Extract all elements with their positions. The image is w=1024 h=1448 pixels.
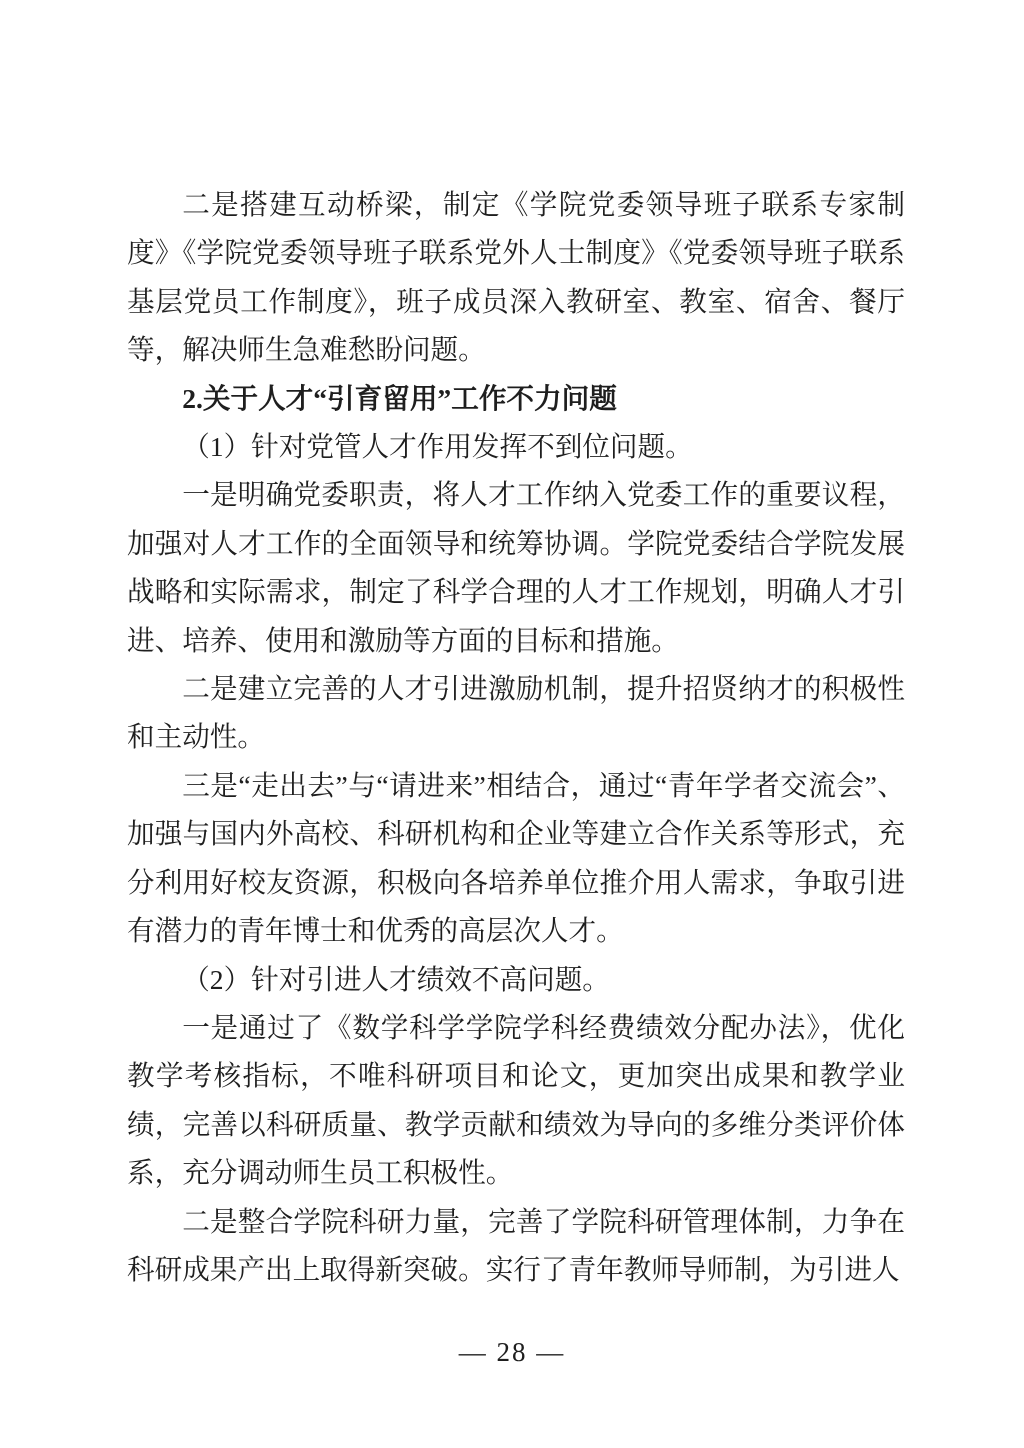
body-paragraph: 二是整合学院科研力量，完善了学院科研管理体制，力争在科研成果产出上取得新突破。实行了青年教师导师制，为引进人 — [127, 1205, 905, 1285]
text-block — [127, 181, 905, 1294]
body-paragraph: 一是明确党委职责，将人才工作纳入党委工作的重要议程，加强对人才工作的全面领导和统筹协调。学院党委结合学院发展战略和实际需求，制定了科学合理的人才工作规划，明确人才引进、培养、使用和激励等方面的目标和措施。 — [127, 479, 905, 656]
sub-item-heading: （2）针对引进人才绩效不高问题。 — [182, 963, 610, 995]
sub-item-heading: （1）针对党管人才作用发挥不到位问题。 — [182, 431, 693, 463]
footer-page-number: — 28 — — [458, 1337, 566, 1367]
section-heading: 2.关于人才“引育留用”工作不力问题 — [182, 382, 617, 414]
body-paragraph: 二是搭建互动桥梁，制定《学院党委领导班子联系专家制度》《学院党委领导班子联系党外人士制度》《党委领导班子联系基层党员工作制度》，班子成员深入教研室、教室、宿舍、餐厅等，解决师生急难愁盼问题。 — [127, 189, 905, 366]
body-paragraph: 三是“走出去”与“请进来”相结合，通过“青年学者交流会”、加强与国内外高校、科研机构和企业等建立合作关系等形式，充分利用好校友资源，积极向各培养单位推介用人需求，争取引进有潜力的青年博士和优秀的高层次人才。 — [127, 769, 905, 947]
body-paragraph: 二是建立完善的人才引进激励机制，提升招贤纳才的积极性和主动性。 — [127, 673, 905, 753]
body-paragraph: 一是通过了《数学科学学院学科经费绩效分配办法》，优化教学考核指标，不唯科研项目和论文，更加突出成果和教学业绩，完善以科研质量、教学贡献和绩效为导向的多维分类评价体系，充分调动师生员工积极性。 — [127, 1011, 905, 1189]
